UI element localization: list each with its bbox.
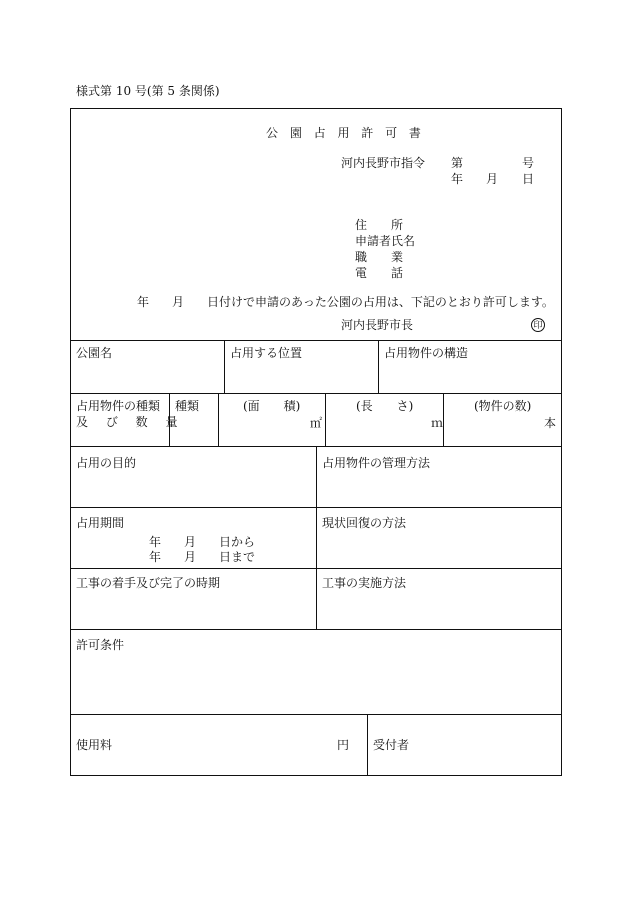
management-label: 占用物件の管理方法 xyxy=(322,456,431,470)
form-label: 様式第 10 号(第 5 条関係) xyxy=(76,84,220,98)
divider-row1 xyxy=(70,393,562,394)
vline-r2-c xyxy=(325,393,326,446)
kind-label: 種類 xyxy=(175,399,200,413)
divider-row5 xyxy=(70,629,562,630)
area-unit: ㎡ xyxy=(310,416,323,430)
fee-label: 使用料 xyxy=(76,738,113,752)
conditions-label: 許可条件 xyxy=(76,638,125,652)
kind-qty-label-1: 占用物件の種類 xyxy=(76,399,161,413)
page-title: 公 園 占 用 許 可 書 xyxy=(266,126,425,140)
statement-month: 月 xyxy=(172,295,185,309)
park-name-label: 公園名 xyxy=(76,346,113,360)
statement-text: 日付けで申請のあった公園の占用は、下記のとおり許可します。 xyxy=(207,295,554,309)
issuer-month: 月 xyxy=(486,172,499,186)
area-label: (面 積) xyxy=(243,399,301,413)
construction-method-label: 工事の実施方法 xyxy=(322,576,407,590)
restoration-label: 現状回復の方法 xyxy=(322,516,407,530)
issuer-day: 日 xyxy=(522,172,535,186)
count-label: (物件の数) xyxy=(474,399,532,413)
statement-year: 年 xyxy=(137,295,150,309)
count-unit: 本 xyxy=(544,416,557,430)
vline-r2-d xyxy=(443,393,444,446)
applicant-address-label: 住 所 xyxy=(355,218,404,232)
vline-r2-b xyxy=(218,393,219,446)
receiver-label: 受付者 xyxy=(373,738,410,752)
applicant-occupation-label: 職 業 xyxy=(355,250,404,264)
period-to-year: 年 xyxy=(149,550,162,564)
period-from-year: 年 xyxy=(149,535,162,549)
period-label: 占用期間 xyxy=(76,516,125,530)
mayor-label: 河内長野市長 xyxy=(341,318,414,332)
vline-r7 xyxy=(367,714,368,776)
issuer-name: 河内長野市指令 xyxy=(341,156,426,170)
applicant-name-label: 申請者氏名 xyxy=(355,234,416,248)
applicant-phone-label: 電 話 xyxy=(355,266,404,280)
length-unit: ｍ xyxy=(431,416,444,430)
kind-qty-label-2: 及 び 数 量 xyxy=(76,415,185,429)
divider-header xyxy=(70,340,562,341)
purpose-label: 占用の目的 xyxy=(76,456,137,470)
issuer-no-prefix: 第 xyxy=(451,156,464,170)
construction-timing-label: 工事の着手及び完了の時期 xyxy=(76,576,221,590)
issuer-no-suffix: 号 xyxy=(522,156,535,170)
period-from-month: 月 xyxy=(184,535,197,549)
vline-r1-a xyxy=(224,340,225,393)
issuer-year: 年 xyxy=(451,172,464,186)
divider-row6 xyxy=(70,714,562,715)
seal-mark: 印 xyxy=(531,318,545,332)
vline-r1-b xyxy=(378,340,379,393)
period-from-suffix: 日から xyxy=(219,535,256,549)
structure-label: 占用物件の構造 xyxy=(384,346,469,360)
length-label: (長 さ) xyxy=(356,399,414,413)
yen-label: 円 xyxy=(337,738,350,752)
location-label: 占用する位置 xyxy=(230,346,303,360)
period-to-suffix: 日まで xyxy=(219,550,256,564)
form-frame xyxy=(70,108,562,776)
vline-r3-5 xyxy=(316,446,317,629)
period-to-month: 月 xyxy=(184,550,197,564)
